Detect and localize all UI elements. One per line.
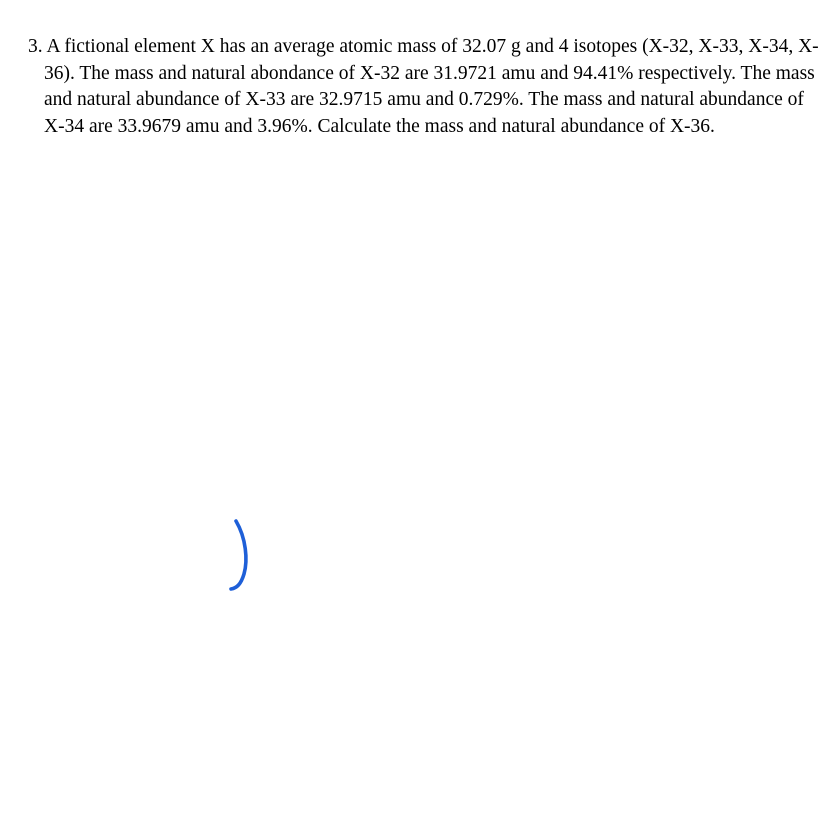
- question-number: 3.: [28, 36, 43, 57]
- question-3: [28, 34, 824, 140]
- question-text: A fictional element X has an average atomic mass of 32.07 g and 4 isotopes (X-32, X-33, X-34, X-36). The mass and natural abondance of X-32 are 31.9721 amu and 94.41% respectively. The mass and natural abundance of X-33 are 32.9715 amu and 0.729%. The mass and natural abundance of X-34 are 33.9679 amu and 3.96%. Calculate the mass and natural abundance of X-36.: [44, 36, 819, 137]
- ink-stroke-parenthesis: [231, 521, 246, 589]
